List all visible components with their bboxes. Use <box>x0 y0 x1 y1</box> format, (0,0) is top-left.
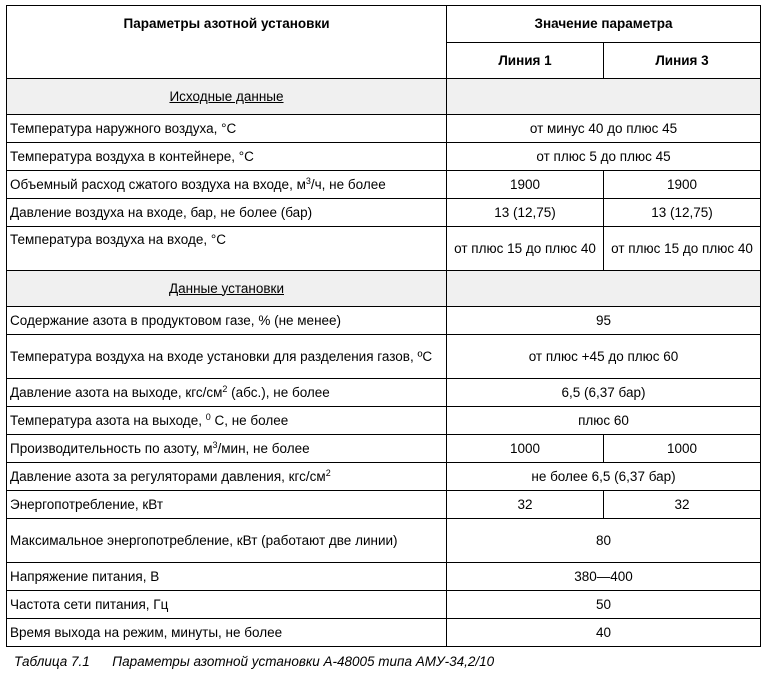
table-row <box>7 463 761 491</box>
value-cell-line3: 1000 <box>604 435 761 463</box>
table-row <box>7 115 761 143</box>
value-cell: 95 <box>447 307 761 335</box>
caption-label: Таблица 7.1 <box>14 654 90 669</box>
table-caption <box>14 654 494 669</box>
param-cell: Содержание азота в продуктовом газе, % (не менее) <box>7 307 447 335</box>
param-cell: Температура наружного воздуха, °С <box>7 115 447 143</box>
table-row <box>7 563 761 591</box>
value-cell: плюс 60 <box>447 407 761 435</box>
param-cell: Время выхода на режим, минуты, не более <box>7 619 447 647</box>
table-row <box>7 171 761 199</box>
table-row <box>7 619 761 647</box>
table-row <box>7 307 761 335</box>
table-row <box>7 227 761 271</box>
param-cell: Давление азота за регуляторами давления, кгс/$см^2$ <box>7 463 447 491</box>
value-cell: от плюс +45 до плюс 60 <box>447 335 761 379</box>
line3-header: Линия 3 <box>604 43 761 79</box>
value-cell-line1: 1900 <box>447 171 604 199</box>
param-cell: Давление воздуха на входе, бар, не более (бар) <box>7 199 447 227</box>
table-row <box>7 379 761 407</box>
table-row <box>7 491 761 519</box>
param-cell: Давление азота на выходе, кгс/$см^2$ (абс.), не более <box>7 379 447 407</box>
param-cell: Производительность по азоту, $м^3$/мин, не более <box>7 435 447 463</box>
param-cell: Температура азота на выходе, $^0$ С, не более <box>7 407 447 435</box>
header-row <box>7 6 761 43</box>
param-cell: Максимальное энергопотребление, кВт (работают две линии) <box>7 519 447 563</box>
value-cell: 50 <box>447 591 761 619</box>
value-column-header: Значение параметра <box>447 6 761 43</box>
table-row <box>7 435 761 463</box>
value-cell-line3: 32 <box>604 491 761 519</box>
value-cell-line1: от плюс 15 до плюс 40 <box>447 227 604 271</box>
value-cell: не более 6,5 (6,37 бар) <box>447 463 761 491</box>
value-cell: 380—400 <box>447 563 761 591</box>
value-cell: 40 <box>447 619 761 647</box>
table-row <box>7 591 761 619</box>
param-cell: Температура воздуха в контейнере, °С <box>7 143 447 171</box>
table-row <box>7 143 761 171</box>
line1-header: Линия 1 <box>447 43 604 79</box>
param-column-header: Параметры азотной установки <box>7 6 447 79</box>
value-cell-line3: 1900 <box>604 171 761 199</box>
param-cell: Частота сети питания, Гц <box>7 591 447 619</box>
value-cell-line3: от плюс 15 до плюс 40 <box>604 227 761 271</box>
section-title-unit: Данные установки <box>7 271 447 307</box>
value-cell: 80 <box>447 519 761 563</box>
value-cell: от минус 40 до плюс 45 <box>447 115 761 143</box>
value-cell: от плюс 5 до плюс 45 <box>447 143 761 171</box>
table-row <box>7 335 761 379</box>
caption-text: Параметры азотной установки А-48005 типа АМУ-34,2/10 <box>112 654 495 669</box>
table-row <box>7 199 761 227</box>
value-cell-line1: 1000 <box>447 435 604 463</box>
section-title-source: Исходные данные <box>7 79 447 115</box>
value-cell-line3: 13 (12,75) <box>604 199 761 227</box>
param-cell: Объемный расход сжатого воздуха на входе, $м^3/ч$, не более <box>7 171 447 199</box>
section-row-source <box>7 79 761 115</box>
param-cell: Энергопотребление, кВт <box>7 491 447 519</box>
parameters-table <box>6 5 761 647</box>
param-cell: Температура воздуха на входе, °С <box>7 227 447 271</box>
section-row-unit <box>7 271 761 307</box>
value-cell-line1: 32 <box>447 491 604 519</box>
param-cell: Температура воздуха на входе установки для разделения газов, ºС <box>7 335 447 379</box>
param-cell: Напряжение питания, В <box>7 563 447 591</box>
value-cell: 6,5 (6,37 бар) <box>447 379 761 407</box>
table-row <box>7 407 761 435</box>
table-row <box>7 519 761 563</box>
value-cell-line1: 13 (12,75) <box>447 199 604 227</box>
